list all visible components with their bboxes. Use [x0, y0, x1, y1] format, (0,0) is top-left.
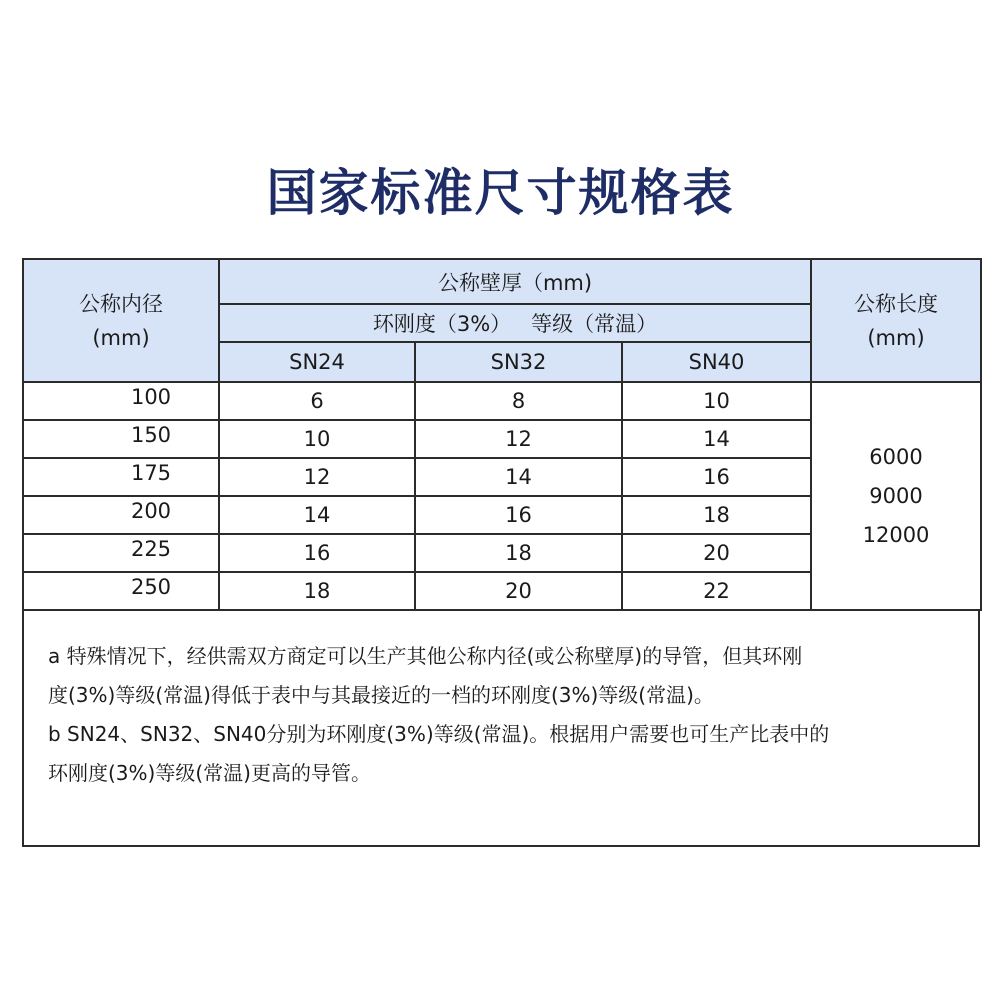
notes-box — [22, 611, 980, 847]
spec-sheet — [22, 258, 980, 847]
cell-sn32: 8 — [415, 382, 622, 420]
cell-diameter: 175 — [23, 458, 219, 496]
header-sn40: SN40 — [622, 342, 811, 382]
header-sn24: SN24 — [219, 342, 415, 382]
header-nominal-wall-thickness: 公称壁厚（mm) — [219, 259, 811, 304]
cell-diameter: 100 — [23, 382, 219, 420]
cell-sn24: 6 — [219, 382, 415, 420]
page-title: 国家标准尺寸规格表 — [266, 164, 735, 222]
spec-table — [22, 258, 982, 611]
cell-diameter: 200 — [23, 496, 219, 534]
header-sn32: SN32 — [415, 342, 622, 382]
note-line: b SN24、SN32、SN40分别为环刚度(3%)等级(常温)。根据用户需要也可生产比表中的 — [48, 722, 830, 746]
cell-sn24: 12 — [219, 458, 415, 496]
cell-diameter: 250 — [23, 572, 219, 610]
header-row-1 — [23, 259, 981, 304]
cell-sn32: 12 — [415, 420, 622, 458]
cell-sn24: 14 — [219, 496, 415, 534]
cell-diameter: 150 — [23, 420, 219, 458]
cell-sn40: 10 — [622, 382, 811, 420]
cell-sn32: 16 — [415, 496, 622, 534]
cell-sn40: 20 — [622, 534, 811, 572]
cell-sn40: 16 — [622, 458, 811, 496]
cell-sn24: 18 — [219, 572, 415, 610]
cell-sn32: 20 — [415, 572, 622, 610]
cell-sn24: 16 — [219, 534, 415, 572]
cell-diameter: 225 — [23, 534, 219, 572]
cell-sn40: 14 — [622, 420, 811, 458]
cell-sn32: 14 — [415, 458, 622, 496]
header-nominal-length: 公称长度 (mm) — [811, 259, 981, 382]
cell-sn32: 18 — [415, 534, 622, 572]
cell-sn24: 10 — [219, 420, 415, 458]
cell-sn40: 18 — [622, 496, 811, 534]
header-stiffness-grade: 环刚度（3%） 等级（常温） — [219, 304, 811, 342]
note-line: a 特殊情况下，经供需双方商定可以生产其他公称内径(或公称壁厚)的导管，但其环刚 — [48, 644, 803, 668]
cell-nominal-lengths: 6000 9000 12000 — [811, 382, 981, 610]
note-line: 度(3%)等级(常温)得低于表中与其最接近的一档的环刚度(3%)等级(常温)。 — [48, 683, 714, 707]
header-nominal-inner-diameter: 公称内径 (mm) — [23, 259, 219, 382]
cell-sn40: 22 — [622, 572, 811, 610]
table-row — [23, 382, 981, 420]
note-line: 环刚度(3%)等级(常温)更高的导管。 — [48, 761, 371, 785]
